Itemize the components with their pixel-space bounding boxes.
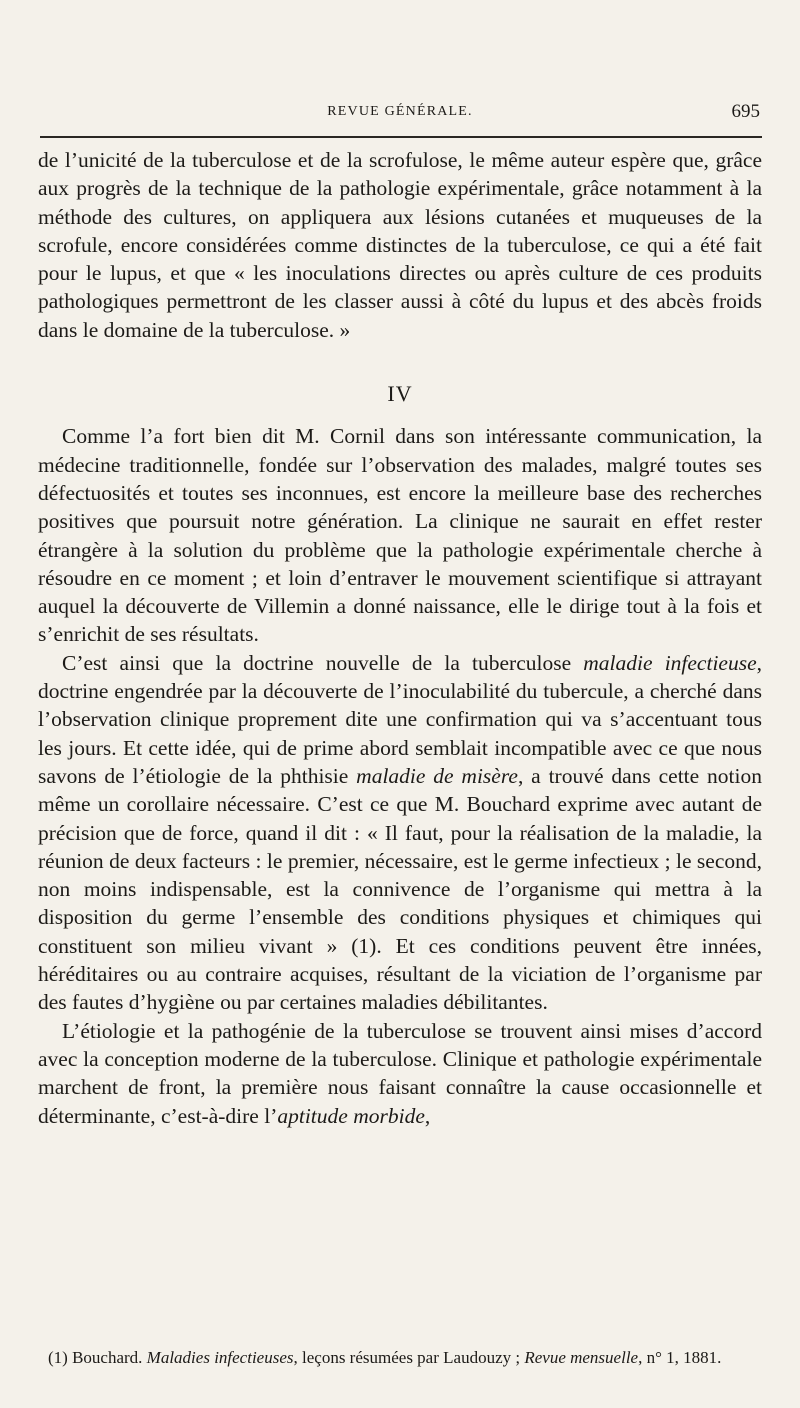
footnote-text-b: , leçons résumées par Laudouzy ; bbox=[293, 1348, 525, 1367]
header-rule bbox=[40, 136, 762, 138]
section-number: IV bbox=[387, 381, 413, 407]
paragraph-2: Comme l’a fort bien dit M. Cornil dans son intéressante communication, la médecine traditionnelle, fondée sur l’observation des malades, malgré toutes ses défectuosités et toutes ses inconnues, est encore la meilleure base des recherches positives que poursuit notre génération. La clinique ne saurait en effet rester étrangère à la solution du problème que la pathologie expérimentale cherche à résoudre en ce moment ; et loin d’entraver le mouvement scientifique si attrayant auquel la découverte de Villemin a donné naissance, elle le dirige tout à la fois et s’enrichit de ses résultats. bbox=[38, 424, 762, 647]
footnote-italic-1: Maladies infectieuses bbox=[146, 1348, 294, 1367]
paragraph-3-italic-2: maladie de misère bbox=[356, 763, 518, 788]
footnote-text-c: , n° 1, 1881. bbox=[638, 1348, 722, 1367]
paragraph-1: de l’unicité de la tuberculose et de la scrofulose, le même auteur espère que, grâce aux progrès de la technique de la pathologie expérimentale, grâce notamment à la méthode des cultures, on appliquera aux lésions cutanées et muqueuses de la scrofule, encore considérées comme distinctes de la tuberculose, ce qui a été fait pour le lupus, et que « les inoculations directes ou après culture de ces produits pathologiques permettront de les classer aussi à côté du lupus et des abcès froids dans le domaine de la tuberculose. » bbox=[38, 148, 762, 342]
running-head bbox=[40, 101, 760, 130]
paragraph-3-italic-1: maladie infectieuse bbox=[583, 650, 757, 675]
paragraph-3 bbox=[38, 649, 762, 1017]
footnote bbox=[38, 1346, 762, 1370]
paragraph-3-text-b: , doctrine engendrée par la découverte de l’inoculabilité du tubercule, a cherché dans l’observation clinique proprement dite une confirmation qui va s’accentuant tous les jours. Et cette idée, qui de prime abord semblait incompatible avec ce que nous savons de l’étiologie de la phthisie bbox=[38, 650, 763, 788]
running-title: REVUE GÉNÉRALE. bbox=[327, 104, 473, 119]
footnote-text-a: (1) Bouchard. bbox=[48, 1348, 147, 1367]
paragraph-3-text-a: C’est ainsi que la doctrine nouvelle de la tuberculose bbox=[62, 650, 584, 675]
paragraph-4-text-a: L’étiologie et la pathogénie de la tuberculose se trouvent ainsi mises d’accord avec la conception moderne de la tuberculose. Clinique et pathologie expérimentale marchent de front, la première nous faisant connaître la cause occasionnelle et déterminante, c’est-à-dire l’ bbox=[38, 1018, 762, 1128]
page-number: 695 bbox=[731, 101, 760, 122]
paragraph-4-text-b: , bbox=[424, 1103, 431, 1128]
paragraph-3-text-c: , a trouvé dans cette notion même un corollaire nécessaire. C’est ce que M. Bouchard exprime avec autant de précision que de force, quand il dit : « Il faut, pour la réalisation de la maladie, la réunion de deux facteurs : le premier, nécessaire, est le germe infectieux ; le second, non moins indispensable, est la connivence de l’organisme qui mettra à la disposition du germe l’ensemble des conditions physiques et chimiques qui constituent son milieu vivant » (1). Et ces conditions peuvent être innées, héréditaires ou au contraire acquises, résultant de la viciation de l’organisme par des fautes d’hygiène ou par certaines maladies débilitantes. bbox=[38, 763, 762, 1015]
paragraph-4-italic: aptitude morbide bbox=[277, 1103, 425, 1128]
paragraph-4 bbox=[38, 1017, 762, 1130]
body-text bbox=[38, 146, 762, 1130]
footnote-italic-2: Revue mensuelle bbox=[524, 1348, 639, 1367]
